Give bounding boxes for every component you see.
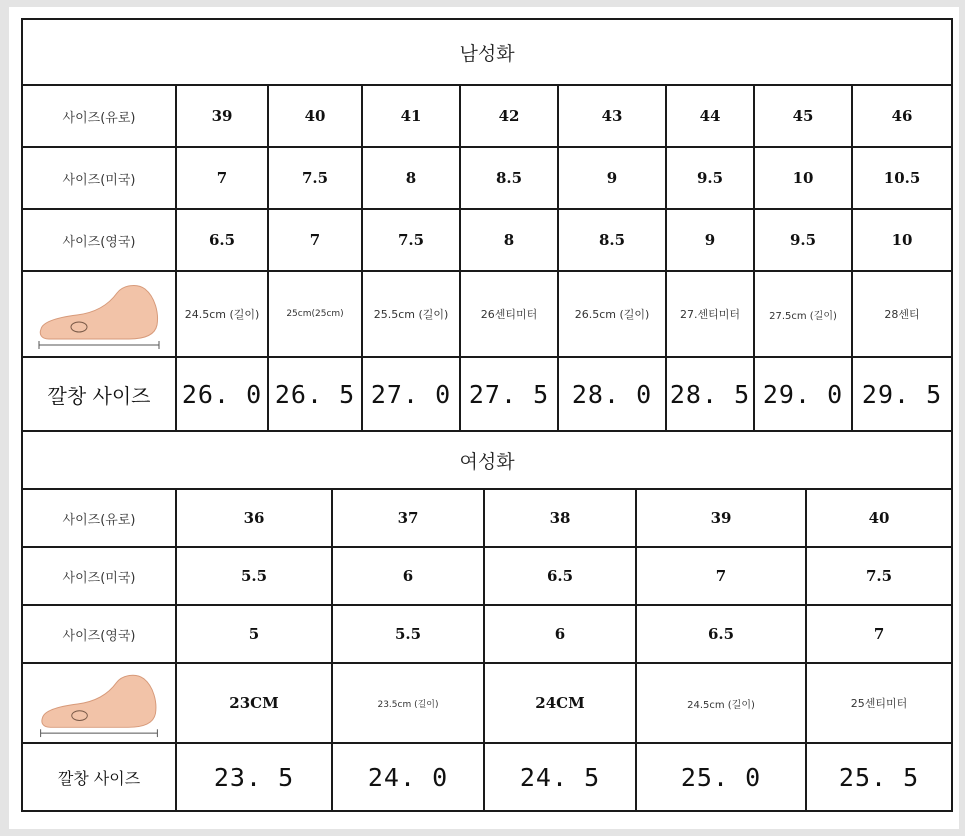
eu-size-label: 사이즈(유로) bbox=[22, 85, 176, 147]
size-cell: 9 bbox=[666, 209, 754, 271]
length-cell: 28센티 bbox=[852, 271, 952, 357]
insole-cell: 28. 5 bbox=[666, 357, 754, 431]
size-cell: 10.5 bbox=[852, 147, 952, 209]
length-cell: 27.5cm (길이) bbox=[754, 271, 852, 357]
men-title: 남성화 bbox=[22, 19, 952, 85]
length-cell: 24CM bbox=[484, 663, 636, 743]
foot-length-icon bbox=[22, 663, 176, 743]
men-uk-row bbox=[22, 209, 952, 271]
insole-cell: 26. 0 bbox=[176, 357, 268, 431]
size-cell: 40 bbox=[806, 489, 952, 547]
women-length-row bbox=[22, 663, 952, 743]
size-cell: 5 bbox=[176, 605, 332, 663]
size-cell: 8.5 bbox=[558, 209, 666, 271]
size-cell: 6 bbox=[332, 547, 484, 605]
length-cell: 26센티미터 bbox=[460, 271, 558, 357]
size-cell: 6.5 bbox=[176, 209, 268, 271]
women-us-row bbox=[22, 547, 952, 605]
insole-cell: 27. 0 bbox=[362, 357, 460, 431]
size-cell: 7 bbox=[636, 547, 806, 605]
insole-cell: 27. 5 bbox=[460, 357, 558, 431]
size-cell: 7.5 bbox=[268, 147, 362, 209]
length-cell: 25.5cm (길이) bbox=[362, 271, 460, 357]
uk-size-label: 사이즈(영국) bbox=[22, 209, 176, 271]
women-eu-row bbox=[22, 489, 952, 547]
men-length-row bbox=[22, 271, 952, 357]
insole-cell: 25. 5 bbox=[806, 743, 952, 811]
length-cell: 26.5cm (길이) bbox=[558, 271, 666, 357]
insole-size-label: 깔창 사이즈 bbox=[22, 357, 176, 431]
size-cell: 40 bbox=[268, 85, 362, 147]
size-cell: 7 bbox=[806, 605, 952, 663]
men-insole-row bbox=[22, 357, 952, 431]
size-cell: 6.5 bbox=[484, 547, 636, 605]
size-chart-sheet bbox=[9, 7, 959, 829]
size-cell: 7.5 bbox=[362, 209, 460, 271]
size-cell: 6.5 bbox=[636, 605, 806, 663]
size-cell: 10 bbox=[852, 209, 952, 271]
size-cell: 41 bbox=[362, 85, 460, 147]
size-cell: 8 bbox=[362, 147, 460, 209]
insole-cell: 24. 5 bbox=[484, 743, 636, 811]
insole-cell: 28. 0 bbox=[558, 357, 666, 431]
size-cell: 46 bbox=[852, 85, 952, 147]
eu-size-label: 사이즈(유로) bbox=[22, 489, 176, 547]
insole-cell: 23. 5 bbox=[176, 743, 332, 811]
women-title: 여성화 bbox=[22, 431, 952, 489]
size-cell: 6 bbox=[484, 605, 636, 663]
uk-size-label: 사이즈(영국) bbox=[22, 605, 176, 663]
size-cell: 39 bbox=[176, 85, 268, 147]
women-uk-row bbox=[22, 605, 952, 663]
foot-length-icon bbox=[22, 271, 176, 357]
length-cell: 25cm(25cm) bbox=[268, 271, 362, 357]
size-cell: 37 bbox=[332, 489, 484, 547]
size-cell: 43 bbox=[558, 85, 666, 147]
length-cell: 24.5cm (길이) bbox=[636, 663, 806, 743]
size-cell: 45 bbox=[754, 85, 852, 147]
size-cell: 38 bbox=[484, 489, 636, 547]
insole-cell: 24. 0 bbox=[332, 743, 484, 811]
size-cell: 44 bbox=[666, 85, 754, 147]
women-insole-row bbox=[22, 743, 952, 811]
size-cell: 7.5 bbox=[806, 547, 952, 605]
size-cell: 9 bbox=[558, 147, 666, 209]
insole-cell: 25. 0 bbox=[636, 743, 806, 811]
women-size-table bbox=[21, 430, 953, 812]
size-cell: 5.5 bbox=[332, 605, 484, 663]
size-cell: 5.5 bbox=[176, 547, 332, 605]
size-cell: 7 bbox=[176, 147, 268, 209]
size-cell: 8.5 bbox=[460, 147, 558, 209]
size-cell: 36 bbox=[176, 489, 332, 547]
insole-cell: 26. 5 bbox=[268, 357, 362, 431]
men-us-row bbox=[22, 147, 952, 209]
us-size-label: 사이즈(미국) bbox=[22, 547, 176, 605]
length-cell: 25센티미터 bbox=[806, 663, 952, 743]
length-cell: 24.5cm (길이) bbox=[176, 271, 268, 357]
insole-size-label: 깔창 사이즈 bbox=[22, 743, 176, 811]
size-cell: 42 bbox=[460, 85, 558, 147]
men-size-table bbox=[21, 18, 953, 432]
length-cell: 27.센티미터 bbox=[666, 271, 754, 357]
size-cell: 9.5 bbox=[754, 209, 852, 271]
size-cell: 10 bbox=[754, 147, 852, 209]
insole-cell: 29. 0 bbox=[754, 357, 852, 431]
size-cell: 7 bbox=[268, 209, 362, 271]
size-cell: 8 bbox=[460, 209, 558, 271]
size-cell: 9.5 bbox=[666, 147, 754, 209]
us-size-label: 사이즈(미국) bbox=[22, 147, 176, 209]
length-cell: 23CM bbox=[176, 663, 332, 743]
size-cell: 39 bbox=[636, 489, 806, 547]
insole-cell: 29. 5 bbox=[852, 357, 952, 431]
men-eu-row bbox=[22, 85, 952, 147]
length-cell: 23.5cm (길이) bbox=[332, 663, 484, 743]
